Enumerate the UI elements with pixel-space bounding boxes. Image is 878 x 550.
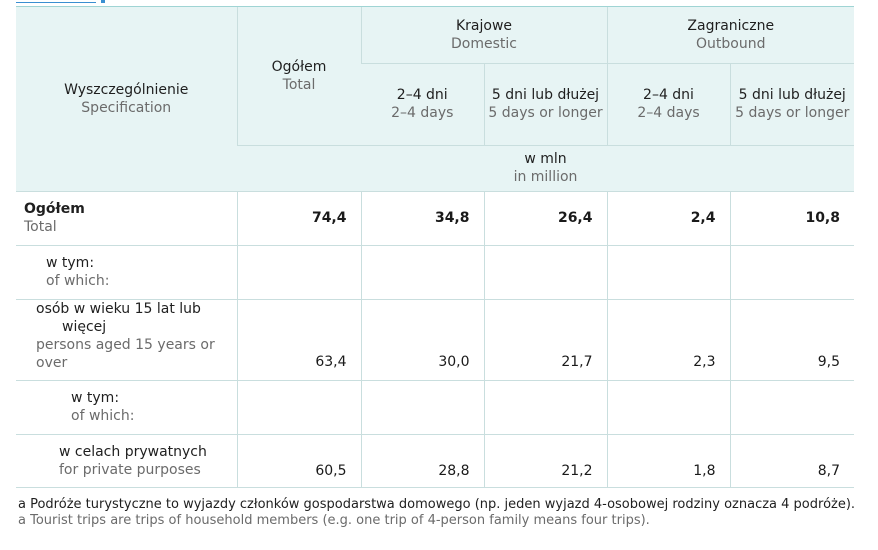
- specification-label-pl: Wyszczególnienie: [64, 81, 189, 98]
- cell-total: 60,5: [237, 434, 361, 487]
- row-label: [16, 380, 237, 434]
- unit-label-pl: w mln: [524, 151, 567, 167]
- cell-outbound-long: 10,8: [730, 191, 854, 245]
- cell-domestic-long: [484, 245, 607, 299]
- header-unit: [237, 145, 854, 191]
- cell-total: 74,4: [237, 191, 361, 245]
- domestic-short-en: 2–4 days: [391, 105, 454, 121]
- header-domestic: [361, 7, 607, 63]
- cell-total: [237, 380, 361, 434]
- cell-outbound-short: [607, 245, 730, 299]
- domestic-label-en: Domestic: [451, 35, 517, 52]
- outbound-label-pl: Zagraniczne: [687, 17, 775, 34]
- cell-outbound-long: 9,5: [730, 299, 854, 380]
- row-label: [16, 245, 237, 299]
- cell-domestic-short: 30,0: [361, 299, 484, 380]
- header-total: [237, 7, 361, 145]
- cell-outbound-short: 2,4: [607, 191, 730, 245]
- footnote-pl: a Podróże turystyczne to wyjazdy członków gospodarstwa domowego (np. jeden wyjazd 4-osobowej rodziny oznacza 4 podróże).: [18, 497, 856, 512]
- cell-outbound-short: 1,8: [607, 434, 730, 487]
- row-label: [16, 299, 237, 380]
- row-label-pl-continued: więcej: [62, 318, 107, 335]
- table-row: [16, 380, 854, 434]
- row-label-en: persons aged 15 years or over: [36, 336, 215, 371]
- data-table: [16, 7, 854, 488]
- outbound-short-pl: 2–4 dni: [643, 87, 694, 103]
- header-outbound: [607, 7, 854, 63]
- row-label-pl: w celach prywatnych: [59, 443, 207, 460]
- outbound-short-en: 2–4 days: [637, 105, 700, 121]
- cell-outbound-short: 2,3: [607, 299, 730, 380]
- cell-domestic-short: [361, 245, 484, 299]
- table-row: [16, 191, 854, 245]
- domestic-long-pl: 5 dni lub dłużej: [491, 87, 600, 103]
- domestic-short-pl: 2–4 dni: [396, 87, 448, 103]
- cell-domestic-long: 21,7: [484, 299, 607, 380]
- header-specification: [16, 7, 237, 191]
- total-label-pl: Ogółem: [271, 58, 327, 75]
- row-label-pl: Ogółem: [24, 201, 85, 217]
- cell-total: [237, 245, 361, 299]
- cell-domestic-short: 34,8: [361, 191, 484, 245]
- domestic-label-pl: Krajowe: [455, 17, 513, 34]
- unit-label-en: in million: [513, 169, 578, 185]
- row-label: [16, 191, 237, 245]
- row-label-en: for private purposes: [59, 461, 201, 478]
- row-label-en: of which:: [46, 273, 110, 289]
- header-outbound-short: [607, 63, 730, 145]
- row-label: [16, 434, 237, 487]
- footnote-en: a Tourist trips are trips of household members (e.g. one trip of 4-person family means four trips).: [18, 513, 650, 528]
- header-domestic-long: [484, 63, 607, 145]
- cell-domestic-long: [484, 380, 607, 434]
- cell-total: 63,4: [237, 299, 361, 380]
- cell-domestic-long: 26,4: [484, 191, 607, 245]
- row-label-pl: w tym:: [71, 390, 120, 406]
- specification-label-en: Specification: [81, 99, 172, 116]
- table-row: [16, 434, 854, 487]
- total-label-en: Total: [282, 76, 316, 93]
- cell-outbound-short: [607, 380, 730, 434]
- footnote: [18, 497, 855, 529]
- cell-outbound-long: [730, 380, 854, 434]
- table-row: [16, 299, 854, 380]
- cell-domestic-short: [361, 380, 484, 434]
- row-label-en: of which:: [71, 408, 135, 424]
- cell-outbound-long: 8,7: [730, 434, 854, 487]
- row-label-en: Total: [24, 219, 57, 235]
- cell-domestic-long: 21,2: [484, 434, 607, 487]
- row-label-pl: w tym:: [46, 255, 95, 271]
- cell-domestic-short: 28,8: [361, 434, 484, 487]
- outbound-label-en: Outbound: [696, 35, 766, 52]
- domestic-long-en: 5 days or longer: [488, 105, 603, 121]
- outbound-long-pl: 5 dni lub dłużej: [738, 87, 846, 103]
- header-outbound-long: [730, 63, 854, 145]
- table-row: [16, 245, 854, 299]
- header-domestic-short: [361, 63, 484, 145]
- cell-outbound-long: [730, 245, 854, 299]
- outbound-long-en: 5 days or longer: [735, 105, 850, 121]
- row-label-pl: osób w wieku 15 lat lub: [36, 300, 201, 317]
